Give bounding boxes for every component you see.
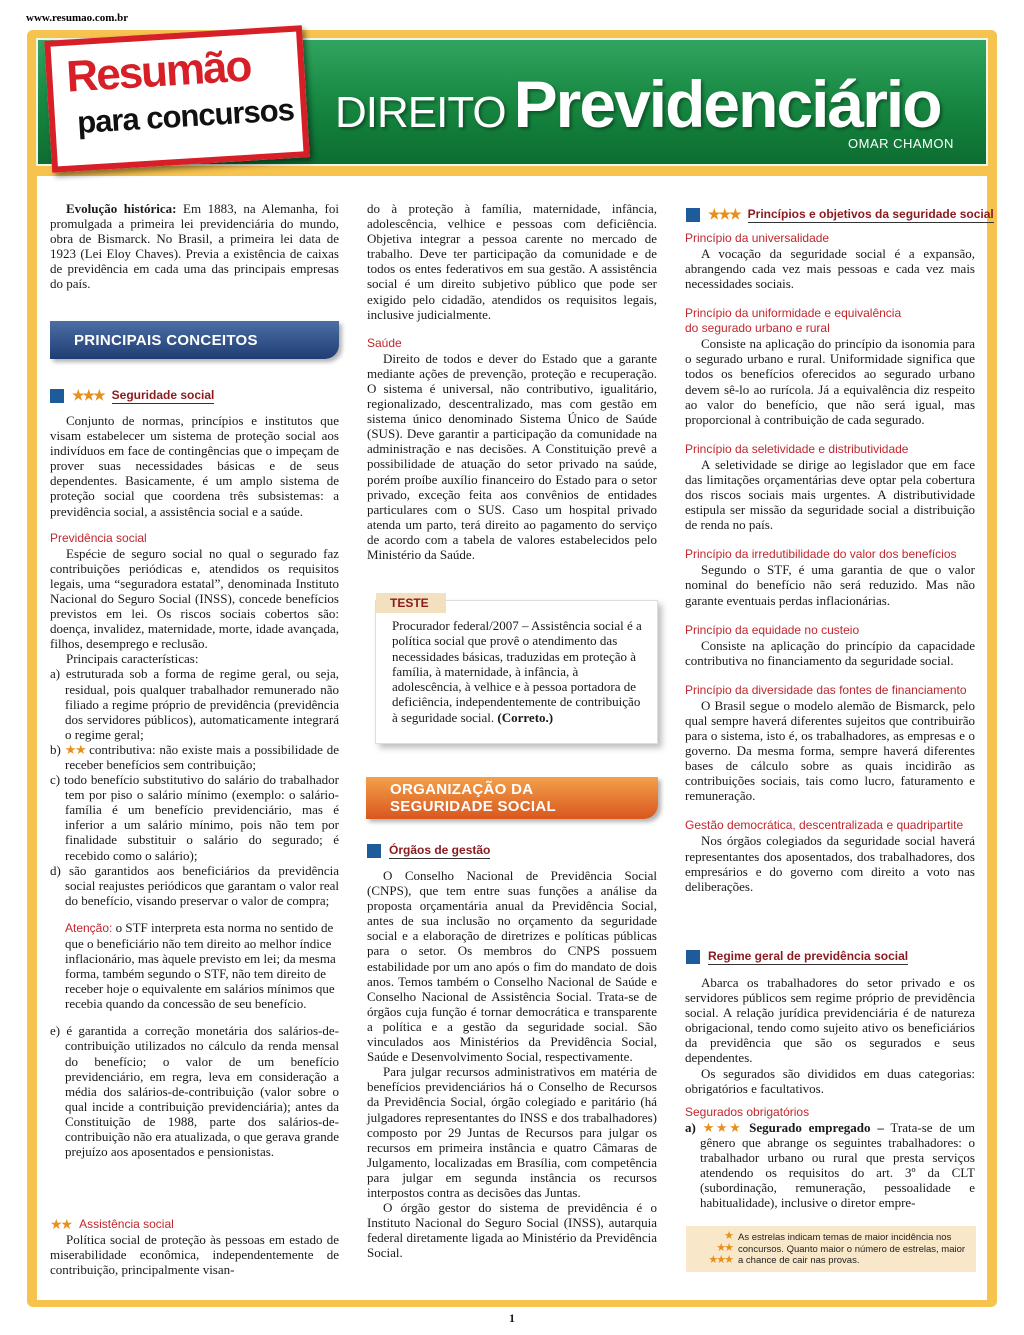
teste-tag: TESTE	[376, 593, 446, 613]
title-part-1: DIREITO	[335, 88, 506, 137]
item-c: c) todo benefício substitutivo do salário do trabalhador tem por piso o salário mínimo (exemplo: o salário-família é um benefício previdenciário, mas é inferior a um salário mínimo, pois não tem por finalidade substituir o salário do segurado; é recebido como o salário);	[50, 772, 339, 863]
heading-universalidade: Princípio da universalidade	[685, 231, 830, 245]
topic-label: Regime geral de previdência social	[708, 949, 909, 963]
heading-seletividade: Princípio da seletividade e distributividade	[685, 441, 909, 456]
item-a-text: Trata-se de um gênero que abrange os seguintes trabalhadores: o trabalhador urbano ou rural que presta serviços atendendo os requisitos do art. 3º da CLT (subordinação, remuneração, pessoalidade e habitualidade), inclusive o diretor empre-	[700, 1119, 976, 1211]
saude-text: Direito de todos e dever do Estado que a garante mediante ações de prevenção, proteção e recuperação. O sistema é universal, não contributivo, igualitário, regionalizado, descentralizado, mas com gestão em sistema único denominado Sistema Único de Saúde (SUS). Deve garantir a participação da comunidade na administração e nas decisões. A Constituição prevê a possibilidade de atuação do setor privado na saúde, porém proíbe auxílio financeiro do Estado para o setor privado, exceção feita aos convênios de entidades particulares com o SUS. Caso um hospital privado atenda um parto, terá direito ao pagamento do serviço de acordo com a tabela de valores estabelecidos pelo Ministério da Saúde.	[367, 350, 657, 562]
regime-paragraph-2: Os segurados são divididos em duas categorias: obrigatórios e facultativos.	[685, 1065, 975, 1096]
column-3-regime	[685, 975, 975, 1210]
topic-principios	[686, 206, 994, 223]
teste-answer: (Correto.)	[497, 709, 554, 725]
item-e: e) é garantida a correção monetária dos salários-de-contribuição utilizados no cálculo da renda mensal do benefício; o valor de um benefício previdenciário, em regra, leva em consideração a média dos salários-de-contribuição (valor sobre o qual incide a contribuição previdenciária); antes da Constituição de 1988, parte dos salários-de-contribuição não era atualizada, o que gerava grande prejuízo aos aposentados e pensionistas.	[50, 1023, 339, 1160]
star-icon: ★★	[50, 1216, 72, 1232]
title-part-2: Previdenciário	[513, 67, 941, 141]
heading-previdencia-social: Previdência social	[50, 530, 147, 545]
column-3-body	[685, 231, 975, 894]
site-url: www.resumao.com.br	[26, 12, 129, 24]
irredutibilidade-text: Segundo o STF, é uma garantia de que o valor nominal do benefício não será reduzido. Mas não garante eventuais perdas inflacionárias.	[685, 562, 975, 608]
item-a-prefix: a)	[685, 1119, 696, 1135]
heading-saude: Saúde	[367, 335, 402, 350]
atencao-label: Atenção:	[65, 920, 113, 935]
heading-uniformidade-1: Princípio da uniformidade e equivalência	[685, 306, 902, 321]
section-organizacao	[366, 777, 658, 819]
logo-line-2: para concursos	[76, 91, 295, 141]
equidade-text: Consiste na aplicação do princípio da capacidade contributiva no financiamento da seguridade social.	[685, 637, 975, 668]
star-icon: ★★	[64, 741, 86, 757]
teste-text: Procurador federal/2007 – Assistência social é a política social que provê o atendimento das necessidades básicas, traduzidas em proteção à família, à maternidade, à infância, à adolescência, à velhice e à pessoa portadora de deficiência, independentemente de contribuição à seguridade social.	[392, 618, 642, 725]
section-title-line-1: ORGANIZAÇÃO DA	[390, 781, 534, 798]
square-bullet-icon	[367, 844, 381, 858]
heading-irredutibilidade: Princípio da irredutibilidade do valor dos benefícios	[685, 547, 957, 562]
diversidade-text: O Brasil segue o modelo alemão de Bismarck, pelo qual sempre haverá diferentes sujeitos que contribuirão para o sistema, isto é, os trabalhadores, as empresas e o governo. Da mesma forma, sempre haverá diferentes bases de cálculo sobre as quais incidirão as contribuições sociais, tais como lucro, faturamento e remuneração.	[685, 697, 975, 804]
previdencia-text: Espécie de seguro social no qual o segurado faz contribuições periódicas e, atendidos os requisitos legais, uma “seguradora estatal”, denominada Instituto Nacional do Seguro Social (INSS), concede benefícios previstos em lei. Os riscos sociais cobertos são: doença, invalidez, maternidade, morte, idade avançada, filhos, desemprego e reclusão.	[50, 545, 339, 652]
uniformidade-text: Consiste na aplicação do princípio da isonomia para o segurado urbano e rural. Uniformidade significa que todos os benefícios oferecidos ao segurado urbano devem sê-lo ao rurícola. Já a equivalência diz respeito ao valor do benefício, que não será igual, mas proporcional à contribuição de cada segurado.	[685, 336, 975, 427]
item-d: d) são garantidos aos beneficiários da previdência social reajustes periódicos que garantam o valor real do benefício, visando preservar o valor de compra;	[50, 862, 339, 908]
universalidade-text: A vocação da seguridade social é a expansão, abrangendo cada vez mais pessoas e cada vez mais necessidades sociais.	[685, 246, 975, 292]
topic-seguridade-social	[50, 387, 214, 404]
topic-label: Órgãos de gestão	[389, 843, 491, 857]
star-icon: ★★★	[702, 1119, 743, 1135]
evolucao-text: Em 1883, na Alemanha, foi promulgada a primeira lei previdenciária do mundo, obra de Bismarck. No Brasil, a primeira lei data de 1923 (Lei Eloy Chaves). Previa a existência de caixas de previdência em cada uma das principais empresas do país.	[50, 201, 339, 292]
column-1-body	[50, 413, 339, 1159]
item-a: a) estruturada sob a forma de regime geral, ou seja, residual, pois qualquer trabalhador remunerado não filiado a regime próprio de previdência (previdência dos servidores públicos), automaticamente integrará o regime geral;	[50, 666, 339, 742]
page-number: 1	[509, 1311, 515, 1325]
assistencia-text-block	[50, 1232, 339, 1277]
orgaos-paragraph-2: Para julgar recursos administrativos em matéria de benefícios previdenciários há o Conselho de Recursos da Previdência Social, órgão colegiado e paritário (há julgadores representantes do INSS e dos trabalhadores) composto por 29 Juntas de Recursos para julgar os recursos em primeira instância e quatro Câmaras de Julgamento, localizadas em Brasília, com competência para julgar em segunda instância os recursos interpostos contra as decisões das Juntas.	[367, 1064, 657, 1200]
author-name: OMAR CHAMON	[848, 136, 954, 151]
item-a-bold: Segurado empregado –	[749, 1119, 884, 1135]
stars-legend	[686, 1226, 976, 1272]
column-2-top	[367, 201, 657, 562]
gestao-text: Nos órgãos colegiados da seguridade social haverá representantes dos aposentados, dos trabalhadores, dos empresários e do governo com direito a voto nas deliberações.	[685, 833, 975, 894]
topic-label: Seguridade social	[111, 387, 215, 402]
heading-segurados-obrigatorios: Segurados obrigatórios	[685, 1104, 810, 1119]
topic-orgaos-gestao	[367, 843, 490, 859]
item-b-prefix: b)	[50, 741, 61, 757]
caracteristicas-heading: Principais características:	[66, 651, 199, 667]
assistencia-continued: do à proteção à família, maternidade, infância, adolescência, velhice e pessoas com deficiência. Objetiva integrar a pessoa carente no mercado de trabalho. Deve ter participação da comunidade e de todos os entes federativos em sua gestão. A assistência social é um direito subjetivo público que pode ser exigido pelo cidadão, atendidos os requisitos legais, inclusive judicialmente.	[367, 201, 657, 322]
star-icon: ★★★	[708, 206, 740, 222]
heading-diversidade: Princípio da diversidade das fontes de financiamento	[685, 682, 967, 697]
evolucao-label: Evolução histórica:	[66, 201, 177, 216]
topic-regime-geral	[686, 949, 908, 965]
heading-uniformidade-2: do segurado urbano e rural	[685, 321, 830, 336]
topic-assistencia-social	[50, 1216, 174, 1233]
legend-text: As estrelas indicam temas de maior incidência nos concursos. Quanto maior o número de estrelas, maior a chance de cair nas provas.	[738, 1232, 966, 1266]
column-2-bottom	[367, 868, 657, 1260]
star-icon: ★★★	[72, 387, 104, 403]
item-b: contributiva: não existe mais a possibilidade de receber benefícios sem contribuição;	[65, 741, 340, 772]
page-title	[335, 66, 941, 142]
atencao-text: o STF interpreta esta norma no sentido de que o beneficiário não tem direito ao melhor índice inflacionário, mas àquele previsto em lei; da mesma forma, também segundo o STF, não tem direito de receber hoje o equivalente em salários mínimos que recebia quando da concessão de seu benefício.	[65, 919, 336, 1012]
teste-body	[392, 618, 644, 725]
orgaos-paragraph-3: O órgão gestor do sistema de previdência é o Instituto Nacional do Seguro Social (INSS), autarquia federal diretamente ligada ao Ministério da Previdência Social.	[367, 1200, 657, 1261]
topic-label: Princípios e objetivos da seguridade social	[747, 206, 994, 221]
heading-assistencia-social: Assistência social	[79, 1217, 174, 1231]
section-title-line-2: SEGURIDADE SOCIAL	[390, 798, 556, 815]
square-bullet-icon	[686, 950, 700, 964]
seguridade-text: Conjunto de normas, princípios e institutos que visam estabelecer um sistema de proteção social aos indivíduos em face de contingências que o impeçam de prover suas necessidades básicas e de seus dependentes. Basicamente, é um amplo sistema de proteção social que coordena três subsistemas: a previdência social, a assistência social e a saúde.	[50, 413, 339, 519]
column-1-intro	[50, 201, 339, 292]
square-bullet-icon	[686, 208, 700, 222]
section-principais-conceitos: PRINCIPAIS CONCEITOS	[50, 321, 339, 359]
regime-paragraph-1: Abarca os trabalhadores do setor privado e os servidores públicos sem regime próprio de previdência social. A relação jurídica previdenciária é de natureza obrigacional, tendo como sujeito ativo os beneficiários da previdência que são os segurados e seus dependentes.	[685, 975, 975, 1066]
logo-line-1: Resumão	[64, 41, 252, 102]
assistencia-text: Política social de proteção às pessoas em estado de miserabilidade econômica, independentemente de contribuição, principalmente visan-	[50, 1232, 339, 1278]
seletividade-text: A seletividade se dirige ao legislador que em face das limitações orçamentárias deve optar pela cobertura dos riscos sociais mais urgentes. A distributividade estipula ser missão da seguridade social a distribuição de renda no país.	[685, 456, 975, 533]
heading-gestao: Gestão democrática, descentralizada e quadripartite	[685, 818, 964, 833]
square-bullet-icon	[50, 389, 64, 403]
teste-box	[375, 596, 658, 744]
heading-equidade: Princípio da equidade no custeio	[685, 622, 860, 637]
star-icon: ★ ★★ ★★★	[708, 1230, 732, 1266]
orgaos-paragraph-1: O Conselho Nacional de Previdência Social (CNPS), que tem entre suas funções a análise da proposta orçamentária anual da Previdência Social, antes de sua inclusão no orçamento da seguridade social e a elaboração de diretrizes e políticas públicas para o setor. Os membros do CNPS possuem estabilidade por um ano após o fim do mandato de dois anos. Temos também o Conselho Nacional de Saúde e Conselho Nacional de Assistência Social. Trata-se de órgãos cuja função é tornar democrática e transparente a política e a gestão da seguridade social. São vinculados aos Ministérios da Previdência Social, Saúde e Desenvolvimento Social, respectivamente.	[367, 868, 657, 1065]
resumao-logo	[44, 25, 310, 173]
